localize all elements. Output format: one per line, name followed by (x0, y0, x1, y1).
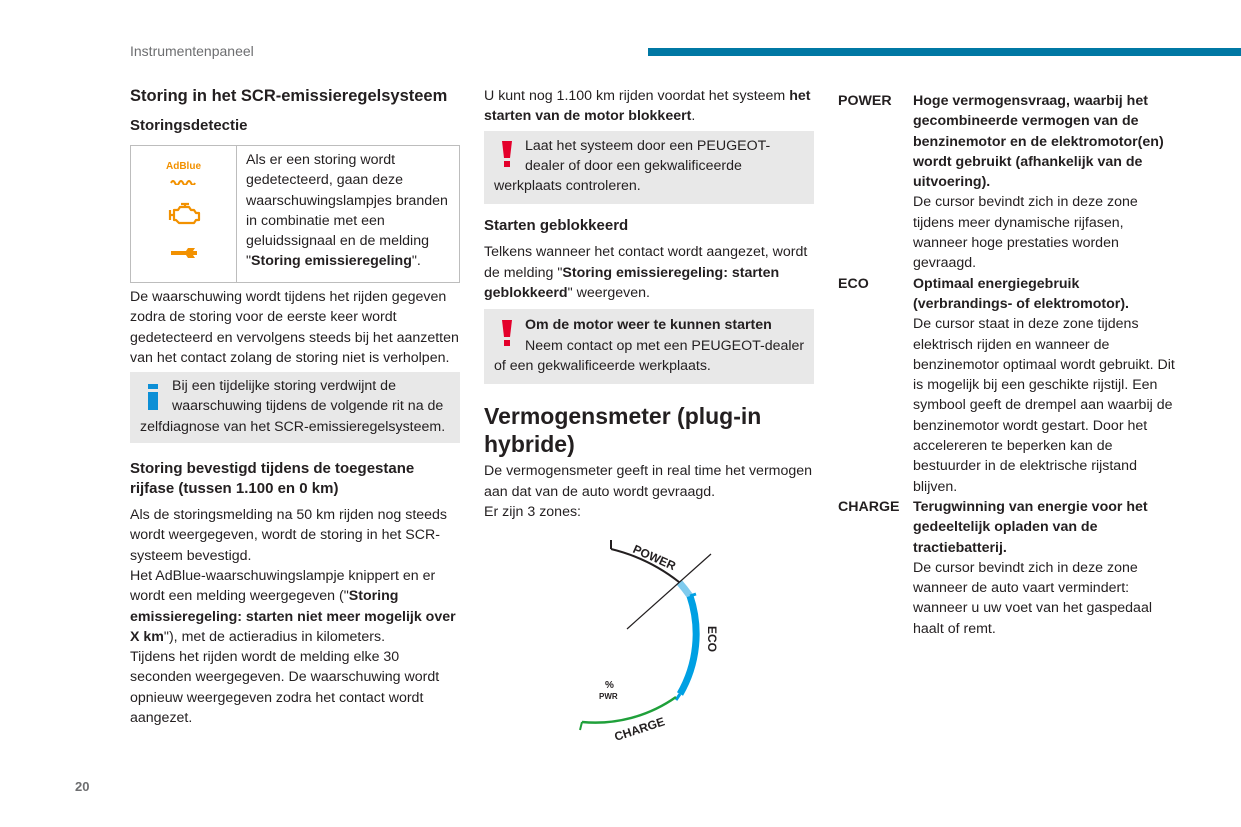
zone-definition-power: POWER Hoge vermogensvraag, waarbij het gecombineerde vermogen van de benzinemotor en de elektromotor(en) wordt gebruikt (afhankelijk van de uitvoering). De cursor bevindt zich in deze zone tijdens meer dynamische rijfasen, wanneer hoge prestaties worden gevraagd. (838, 93, 1164, 272)
column-3 (838, 91, 1178, 639)
gauge-label-power: POWER (630, 541, 678, 574)
column-2 (484, 84, 814, 744)
gauge-label-pct: % (605, 680, 614, 691)
running-header: Instrumentenpaneel (130, 43, 254, 59)
warning-note-restart: Om de motor weer te kunnen starten Neem contact op met een PEUGEOT-dealer of een gekwalificeerde werkplaats. (484, 309, 814, 384)
info-icon (148, 384, 158, 410)
page-number: 20 (75, 779, 90, 794)
paragraph-zones-intro: Er zijn 3 zones: (484, 503, 581, 520)
heading-start-blocked: Starten geblokkeerd (484, 217, 629, 235)
paragraph-repeat-interval: Tijdens het rijden wordt de melding elke 30 seconden weergegeven. De waarschuwing wordt opnieuw weergegeven zodra het contact wordt aangezet. (130, 649, 440, 727)
paragraph-start-blocked: Telkens wanneer het contact wordt aangezet, wordt de melding "Storing emissieregeling: starten geblokkeerd" weergeven. (484, 244, 808, 302)
gauge-label-eco: ECO (705, 626, 719, 653)
service-wrench-icon (169, 246, 199, 260)
warning-description: Als er een storing wordt gedetecteerd, gaan deze waarschuwingslampjes branden in combinatie met een geluidssignaal en de melding "Storing emissieregeling". (246, 152, 448, 270)
section-heading-scr: Storing in het SCR-emissieregelsysteem (130, 87, 448, 105)
section-title-power-meter: Vermogensmeter (plug-in hybride) (484, 403, 762, 458)
column-1 (130, 84, 460, 728)
subheading-detection: Storingsdetectie (130, 117, 248, 134)
warning-lamps-table (130, 145, 460, 283)
engine-warning-icon (167, 202, 201, 228)
zone-definition-charge: CHARGE Terugwinning van energie voor het gedeeltelijk opladen van de tractiebatterij. De cursor bevindt zich in deze zone wanneer de auto vaart vermindert: wanneer u uw voet van het gaspedaal haalt of remt. (838, 498, 1152, 637)
gauge-label-charge: CHARGE (612, 714, 667, 744)
paragraph-confirmed: Als de storingsmelding na 50 km rijden nog steeds wordt weergegeven, wordt de storing in het SCR-systeem bevestigd. (130, 507, 448, 564)
warning-icons-cell (131, 146, 237, 282)
header-accent-bar (648, 48, 1241, 56)
paragraph-remaining-km: U kunt nog 1.100 km rijden voordat het systeem het starten van de motor blokkeert. (484, 88, 811, 125)
zone-definition-eco: ECO Optimaal energiegebruik (verbrandings- of elektromotor). De cursor staat in deze zone tijdens elektrisch rijden en wanneer de benzinemotor optimaal wordt gebruikt. Dit is mogelijk bij een geschikte rijstijl. Een symbool geeft de drempel aan waarbij de benzinemotor wordt gestart. Door het accelereren te beperken kan de bestuurder in de elektrische rijstand blijven. (838, 275, 1175, 495)
info-note: Bij een tijdelijke storing verdwijnt de waarschuwing tijdens de volgende rit na de zelfdiagnose van het SCR-emissieregelsysteem. (130, 372, 460, 443)
paragraph-adblue-blink: Het AdBlue-waarschuwingslampje knippert en er wordt een melding weergegeven ("Storing emissieregeling: starten niet meer mogelijk over X km"), met de actieradius in kilometers. (130, 567, 456, 645)
power-meter-gauge (574, 524, 764, 744)
exclamation-icon (502, 141, 512, 167)
gauge-label-pwr: PWR (599, 692, 618, 701)
paragraph-warning-timing: De waarschuwing wordt tijdens het rijden gegeven zodra de storing voor de eerste keer wordt gedetecteerd en vervolgens steeds bij het aanzetten van het contact zolang de storing niet is verholpen. (130, 289, 459, 366)
adblue-warning-icon: AdBlue (166, 162, 201, 190)
paragraph-power-meter: De vermogensmeter geeft in real time het vermogen aan dat van de auto wordt gevraagd. (484, 463, 813, 500)
warning-note-dealer: Laat het systeem door een PEUGEOT- dealer of door een gekwalificeerde werkplaats controleren. (484, 131, 814, 205)
exclamation-icon (502, 320, 512, 346)
heading-confirmed-fault: Storing bevestigd tijdens de toegestane rijfase (tussen 1.100 en 0 km) (130, 460, 415, 498)
